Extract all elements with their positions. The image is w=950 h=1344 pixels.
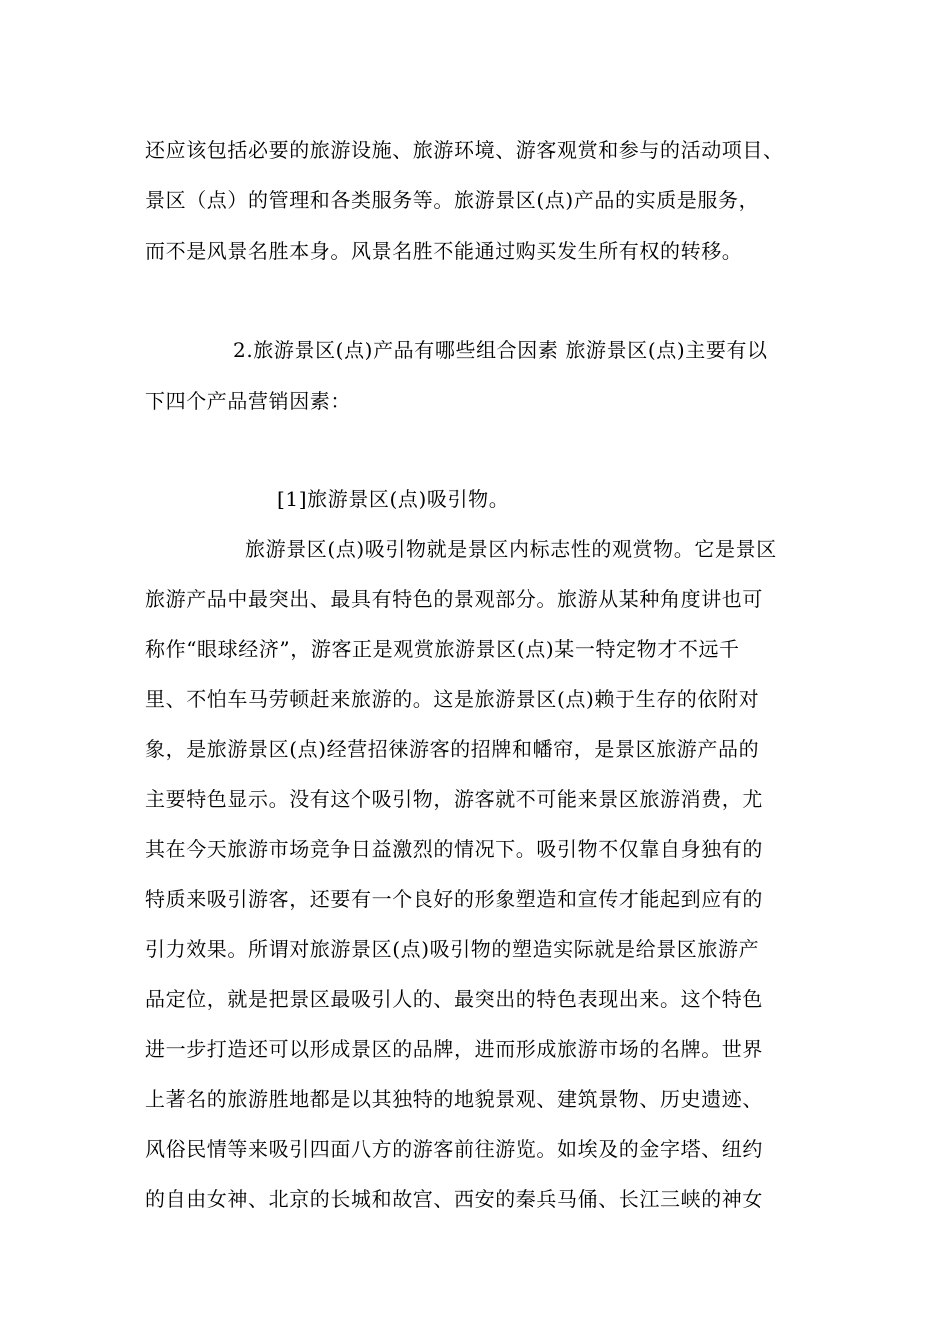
paragraph-line: 里、不怕车马劳顿赶来旅游的。这是旅游景区(点)赖于生存的依附对	[145, 687, 760, 711]
paragraph-line: 风俗民情等来吸引四面八方的游客前往游览。如埃及的金字塔、纽约	[145, 1137, 763, 1161]
paragraph-line: 其在今天旅游市场竞争日益激烈的情况下。吸引物不仅靠自身独有的	[145, 837, 763, 861]
paragraph-line: 而不是风景名胜本身。风景名胜不能通过购买发生所有权的转移。	[145, 239, 743, 263]
paragraph-line: 旅游产品中最突出、最具有特色的景观部分。旅游从某种角度讲也可	[145, 587, 763, 611]
paragraph-line: 旅游景区(点)吸引物就是景区内标志性的观赏物。它是景区	[245, 537, 777, 561]
paragraph-line: 主要特色显示。没有这个吸引物，游客就不可能来景区旅游消费，尤	[145, 787, 763, 811]
paragraph-line: 的自由女神、北京的长城和故宫、西安的秦兵马俑、长江三峡的神女	[145, 1187, 763, 1211]
paragraph-line: 2.旅游景区(点)产品有哪些组合因素 旅游景区(点)主要有以	[233, 338, 768, 362]
section-heading: [1]旅游景区(点)吸引物。	[277, 487, 510, 511]
paragraph-line: 象，是旅游景区(点)经营招徕游客的招牌和幡帘，是景区旅游产品的	[145, 737, 760, 761]
paragraph-line: 特质来吸引游客，还要有一个良好的形象塑造和宣传才能起到应有的	[145, 887, 763, 911]
paragraph-line: 还应该包括必要的旅游设施、旅游环境、游客观赏和参与的活动项目、	[145, 138, 784, 162]
paragraph-line: 称作“眼球经济”，游客正是观赏旅游景区(点)某一特定物才不远千	[145, 637, 740, 661]
paragraph-line: 进一步打造还可以形成景区的品牌，进而形成旅游市场的名牌。世界	[145, 1037, 763, 1061]
paragraph-line: 景区（点）的管理和各类服务等。旅游景区(点)产品的实质是服务，	[145, 188, 760, 212]
paragraph-line: 引力效果。所谓对旅游景区(点)吸引物的塑造实际就是给景区旅游产	[145, 937, 760, 961]
paragraph-line: 品定位，就是把景区最吸引人的、最突出的特色表现出来。这个特色	[145, 987, 763, 1011]
paragraph-line: 下四个产品营销因素：	[145, 389, 351, 413]
paragraph-line: 上著名的旅游胜地都是以其独特的地貌景观、建筑景物、历史遗迹、	[145, 1087, 763, 1111]
